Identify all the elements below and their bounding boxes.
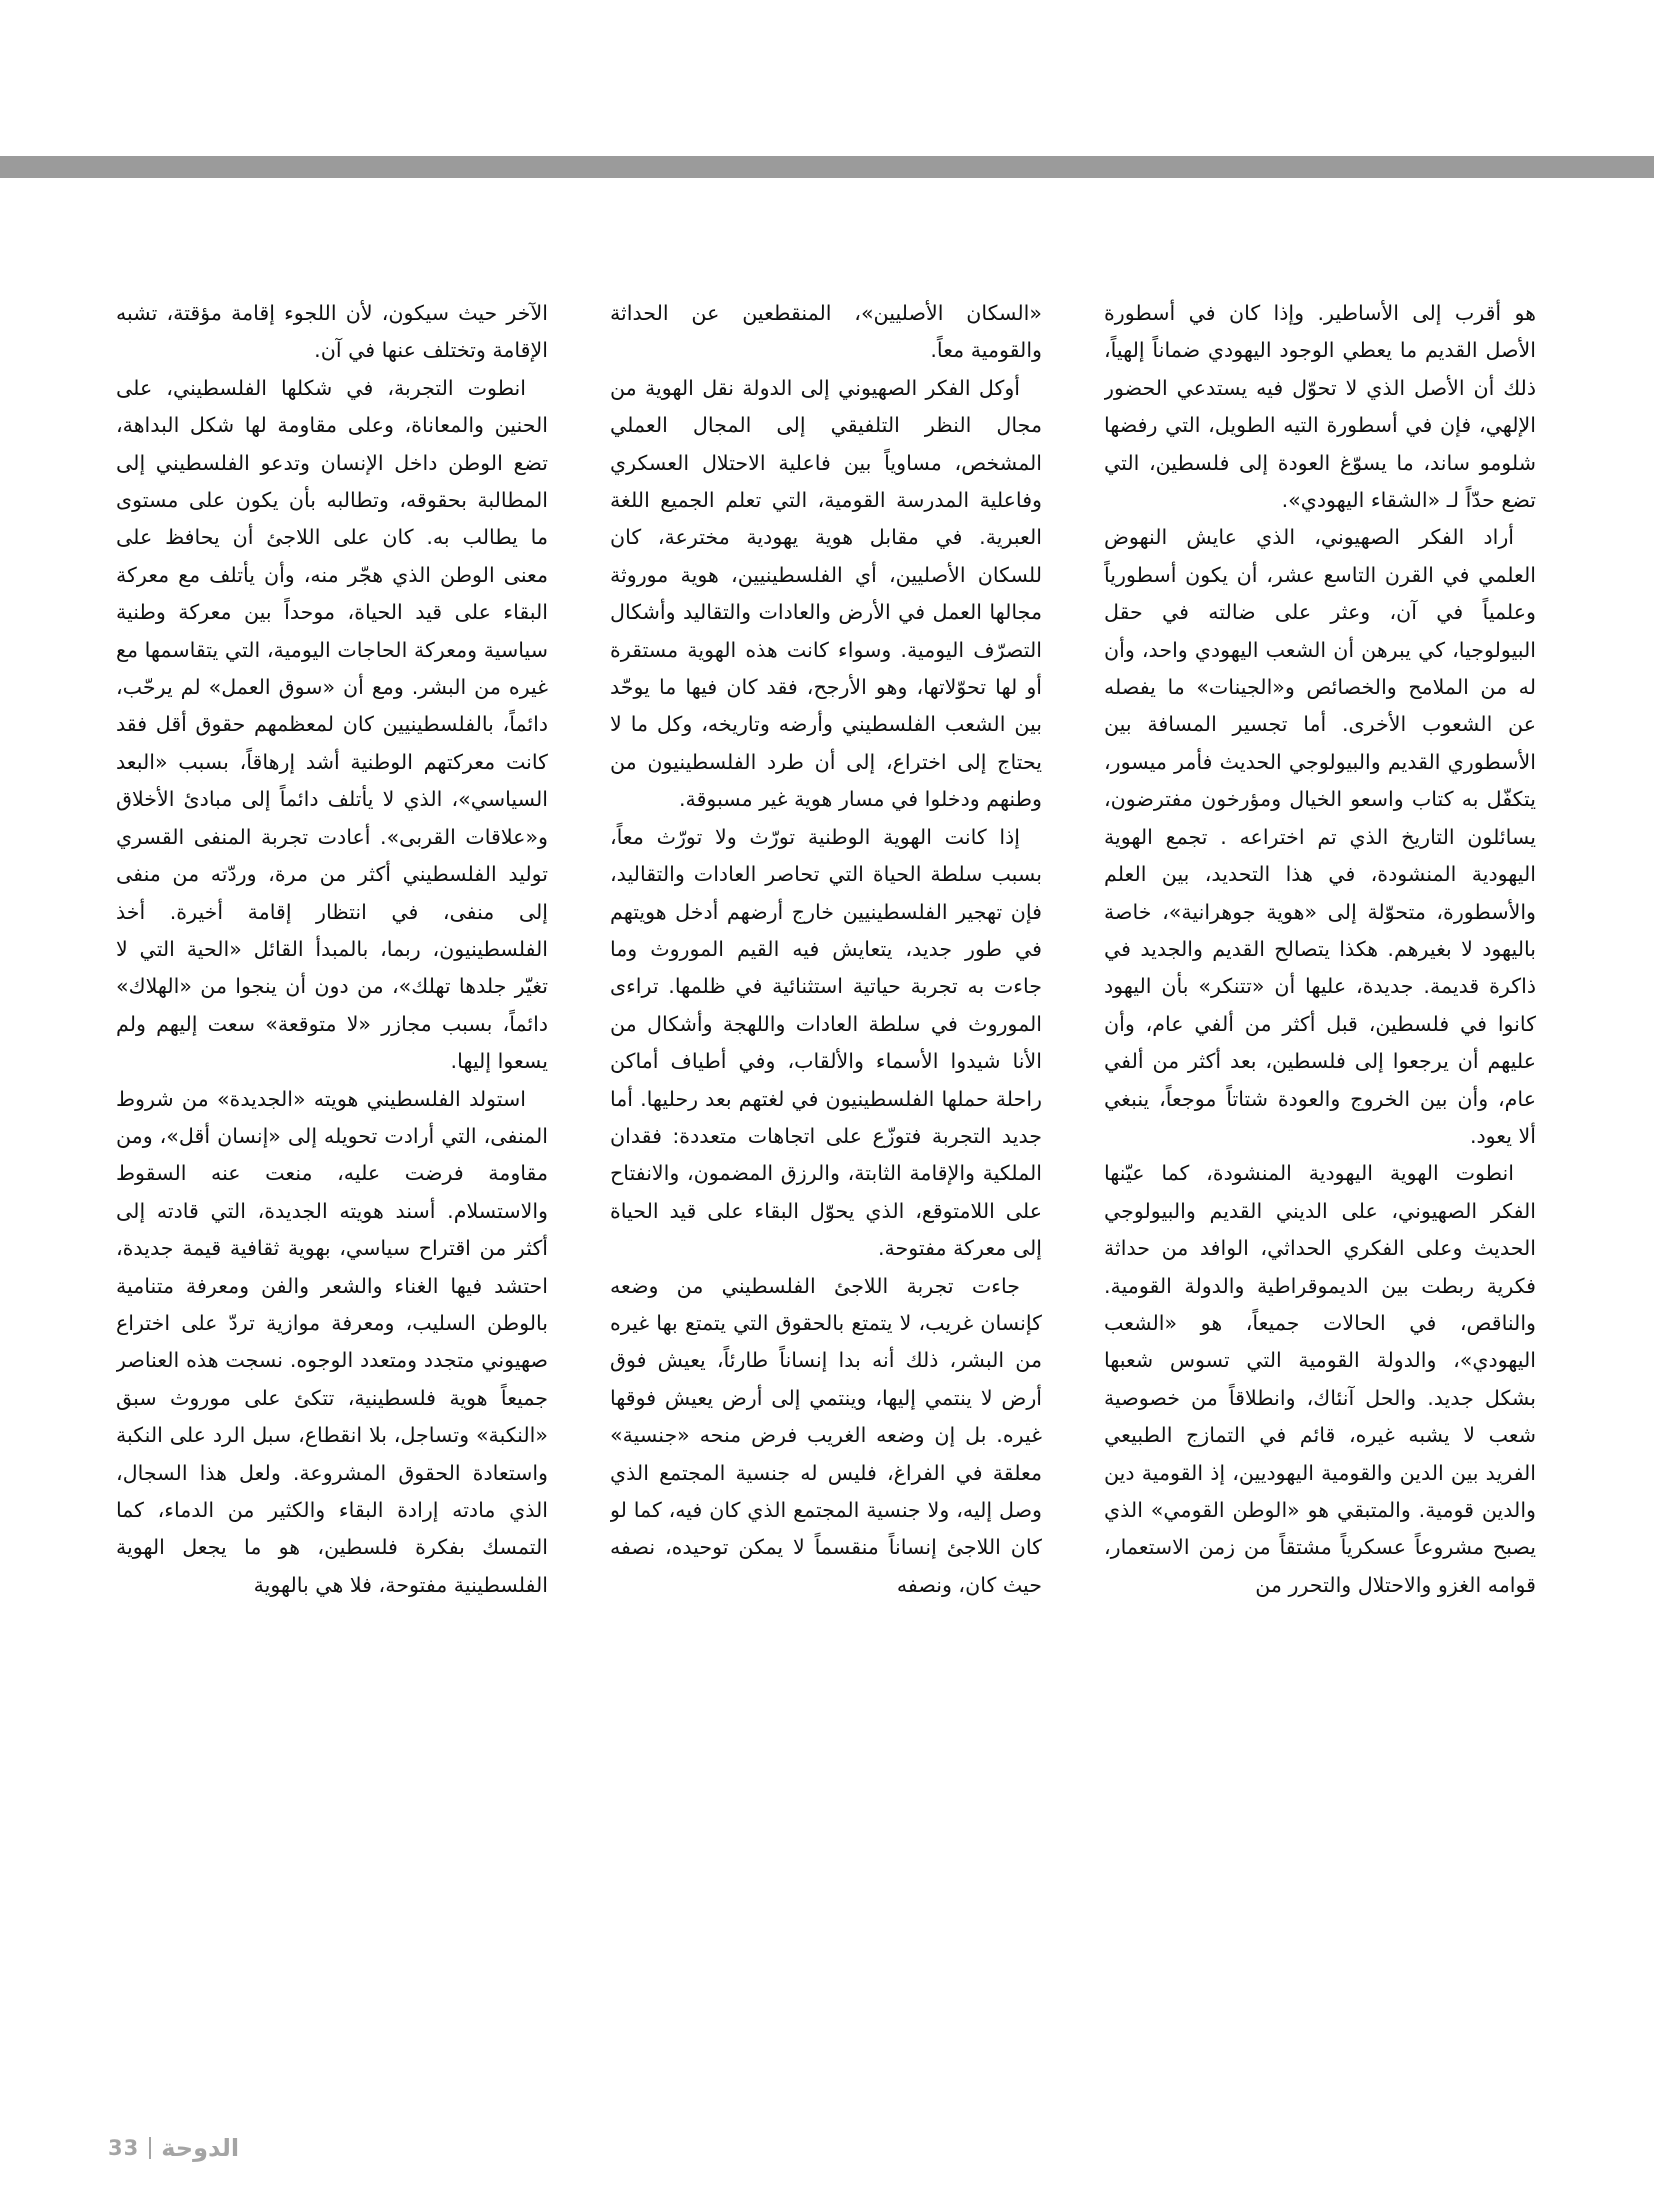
paragraph: «السكان الأصليين»، المنقطعين عن الحداثة والقومية معاً. (610, 301, 1042, 363)
column-right (1104, 295, 1536, 2075)
top-gray-bar (0, 156, 1654, 178)
paragraph: أراد الفكر الصهيوني، الذي عايش النهوض العلمي في القرن التاسع عشر، أن يكون أسطورياً وعلمياً في آن، وعثر على ضالته في حقل البيولوجيا، كي يبرهن أن الشعب اليهودي واحد، وأن له من الملامح والخصائص و«الجينات» ما يفصله عن الشعوب الأخرى. أما تجسير المسافة بين الأسطوري القديم والبيولوجي الحديث فأمر ميسور، يتكفّل به كتاب واسعو الخيال ومؤرخون مفترضون، يسائلون التاريخ الذي تم اختراعه . تجمع الهوية اليهودية المنشودة، في هذا التحديد، بين العلم والأسطورة، متحوّلة إلى «هوية جوهرانية»، خاصة باليهود لا بغيرهم. هكذا يتصالح القديم والجديد في ذاكرة قديمة. جديدة، عليها أن «تتنكر» بأن اليهود كانوا في فلسطين، قبل أكثر من ألفي عام، وأن عليهم أن يرجعوا إلى فلسطين، بعد أكثر من ألفي عام، وأن بين الخروج والعودة شتاتاً موجعاً، ينبغي ألا يعود. (1104, 525, 1536, 1148)
column-middle (610, 295, 1042, 2075)
paragraph: انطوت الهوية اليهودية المنشودة، كما عيّنها الفكر الصهيوني، على الديني القديم والبيولوجي الحديث وعلى الفكري الحداثي، الوافد من حداثة فكرية ربطت بين الديموقراطية والدولة القومية. والناقص، في الحالات جميعاً، هو «الشعب اليهودي»، والدولة القومية التي تسوس شعبها بشكل جديد. والحل آنئاك، وانطلاقاً من خصوصية شعب لا يشبه غيره، قائم في التمازج الطبيعي الفريد بين الدين والقومية اليهوديين، إذ القومية دين والدين قومية. والمتبقي هو «الوطن القومي» الذي يصبح مشروعاً عسكرياً مشتقاً من زمن الاستعمار، قوامه الغزو والاحتلال والتحرر من (1104, 1161, 1536, 1597)
footer-divider (149, 2137, 151, 2159)
magazine-name: الدوحة (161, 2134, 240, 2162)
paragraph: الآخر حيث سيكون، لأن اللجوء إقامة مؤقتة، تشبه الإقامة وتختلف عنها في آن. (116, 301, 548, 363)
paragraph: إذا كانت الهوية الوطنية تورّث ولا تورّث معاً، بسبب سلطة الحياة التي تحاصر العادات والتقاليد، فإن تهجير الفلسطينيين خارج أرضهم أدخل هويتهم في طور جديد، يتعايش فيه القيم الموروث وما جاءت به تجربة حياتية استثنائية في ظلمها. تراءى الموروث في سلطة العادات واللهجة وأشكال من الأنا شيدوا الأسماء والألقاب، وفي أطياف أماكن راحلة حملها الفلسطينيون في لغتهم بعد رحليها. أما جديد التجربة فتوزّع على اتجاهات متعددة: فقدان الملكية والإقامة الثابتة، والرزق المضمون، والانفتاح على اللامتوقع، الذي يحوّل البقاء على قيد الحياة إلى معركة مفتوحة. (610, 824, 1042, 1261)
article-body (116, 295, 1536, 2075)
paragraph: استولد الفلسطيني هويته «الجديدة» من شروط المنفى، التي أرادت تحويله إلى «إنسان أقل»، ومن مقاومة فرضت عليه، منعت عنه السقوط والاستسلام. أسند هويته الجديدة، التي قادته إلى أكثر من اقتراح سياسي، بهوية ثقافية قيمة جديدة، احتشد فيها الغناء والشعر والفن ومعرفة متنامية بالوطن السليب، ومعرفة موازية تردّ على اختراع صهيوني متجدد ومتعدد الوجوه. نسجت هذه العناصر جميعاً هوية فلسطينية، تتكئ على موروث سبق «النكبة» وتساجل، بلا انقطاع، سبل الرد على النكبة واستعادة الحقوق المشروعة. ولعل هذا السجال، الذي مادته إرادة البقاء والكثير من الدماء، كما التمسك بفكرة فلسطين، هو ما يجعل الهوية الفلسطينية مفتوحة، فلا هي بالهوية (116, 1086, 548, 1597)
column-left (116, 295, 548, 2075)
paragraph: جاءت تجربة اللاجئ الفلسطيني من وضعه كإنسان غريب، لا يتمتع بالحقوق التي يتمتع بها غيره من البشر، ذلك أنه بدا إنساناً طارئاً، يعيش فوق أرض لا ينتمي إليها، وينتمي إلى أرض يعيش فوقها غيره. بل إن وضعه الغريب فرض منحه «جنسية» معلقة في الفراغ، فليس له جنسية المجتمع الذي وصل إليه، ولا جنسية المجتمع الذي كان فيه، كما لو كان اللاجئ إنساناً منقسماً لا يمكن توحيده، نصفه حيث كان، ونصفه (610, 1273, 1042, 1597)
paragraph: هو أقرب إلى الأساطير. وإذا كان في أسطورة الأصل القديم ما يعطي الوجود اليهودي ضماناً إلهياً، ذلك أن الأصل الذي لا تحوّل فيه يستدعي الحضور الإلهي، فإن في أسطورة التيه الطويل، التي رفضها شلومو ساند، ما يسوّغ العودة إلى فلسطين، التي تضع حدّاً لـ «الشقاء اليهودي». (1104, 301, 1536, 513)
paragraph: انطوت التجربة، في شكلها الفلسطيني، على الحنين والمعاناة، وعلى مقاومة لها شكل البداهة، تضع الوطن داخل الإنسان وتدعو الفلسطيني إلى المطالبة بحقوقه، وتطالبه بأن يكون على مستوى ما يطالب به. كان على اللاجئ أن يحافظ على معنى الوطن الذي هجّر منه، وأن يأتلف مع معركة البقاء على قيد الحياة، موحداً بين معركة وطنية سياسية ومعركة الحاجات اليومية، التي يتقاسمها مع غيره من البشر. ومع أن «سوق العمل» لم يرحّب، دائماً، بالفلسطينيين كان لمعظمهم حقوق أقل فقد كانت معركتهم الوطنية أشد إرهاقاً، بسبب «البعد السياسي»، الذي لا يأتلف دائماً إلى مبادئ الأخلاق و«علاقات القربى». أعادت تجربة المنفى القسري توليد الفلسطيني أكثر من مرة، وردّته من منفى إلى منفى، في انتظار إقامة أخيرة. أخذ الفلسطينيون، ربما، بالمبدأ القائل «الحية التي لا تغيّر جلدها تهلك»، من دون أن ينجوا من «الهلاك» دائماً، بسبب مجازر «لا متوقعة» سعت إليهم ولم يسعوا إليها. (116, 375, 548, 1074)
paragraph: أوكل الفكر الصهيوني إلى الدولة نقل الهوية من مجال النظر التلفيقي إلى المجال العملي المشخص، مساوياً بين فاعلية الاحتلال العسكري وفاعلية المدرسة القومية، التي تعلم الجميع اللغة العبرية. في مقابل هوية يهودية مخترعة، كان للسكان الأصليين، أي الفلسطينيين، هوية موروثة مجالها العمل في الأرض والعادات والتقاليد وأشكال التصرّف اليومية. وسواء كانت هذه الهوية مستقرة أو لها تحوّلاتها، وهو الأرجح، فقد كان فيها ما يوحّد بين الشعب الفلسطيني وأرضه وتاريخه، وكل ما لا يحتاج إلى اختراع، إلى أن طرد الفلسطينيون من وطنهم ودخلوا في مسار هوية غير مسبوقة. (610, 375, 1042, 812)
page-number: 33 (108, 2136, 140, 2160)
page-footer (108, 2134, 239, 2162)
